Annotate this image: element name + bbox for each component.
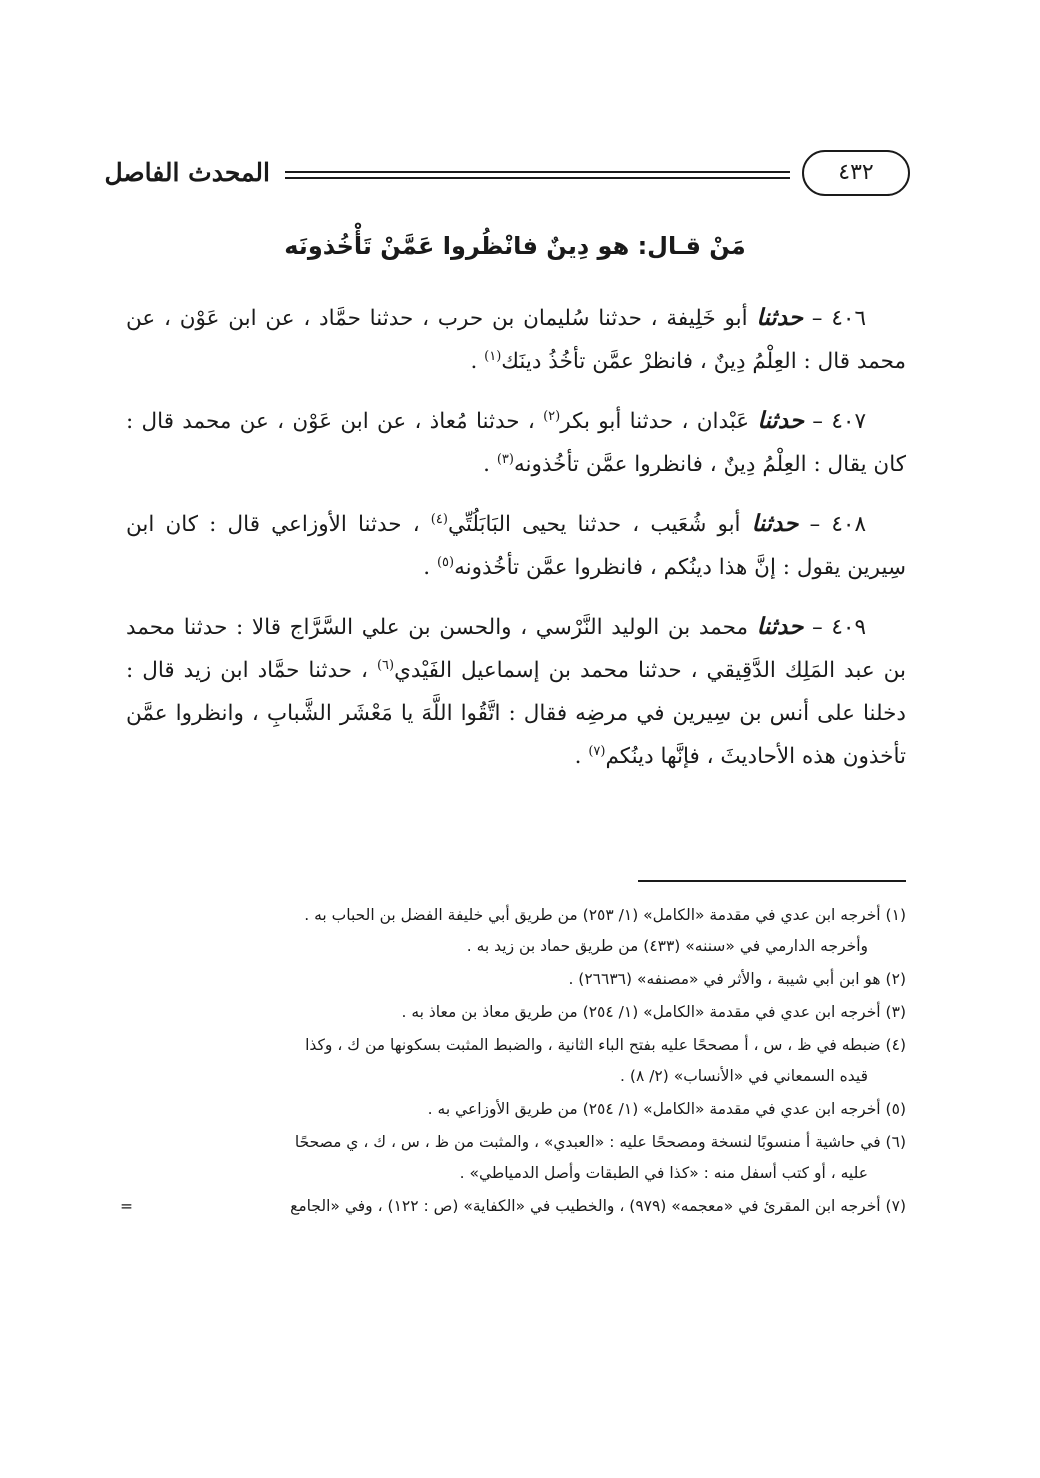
narration-end: .: [483, 452, 497, 477]
footnote-ref[interactable]: (١): [484, 348, 502, 364]
footnote-continuation: وأخرجه الدارمي في «سننه» (٤٣٣) من طريق حماد بن زيد به .: [466, 937, 868, 955]
footnote-5: [120, 1094, 906, 1125]
narration-number: ٤٠٦ –: [811, 306, 866, 331]
footnote-text: أخرجه ابن عدي في مقدمة «الكامل» (١/ ٢٥٣) من طريق أبي خليفة الفضل بن الحباب به .: [304, 906, 881, 924]
footnote-ref[interactable]: (٢): [543, 408, 561, 424]
section-title: مَنْ قـال: هو دِينٌ فانْظُروا عَمَّنْ تَأْخُذونَه: [284, 232, 746, 260]
narration-end: .: [574, 744, 589, 769]
footnote-label: (٢): [885, 970, 906, 988]
footnote-ref[interactable]: (٥): [436, 554, 455, 570]
footnote-6: [120, 1127, 906, 1189]
footnote-label: (١): [885, 906, 906, 924]
footnote-text: ضبطه في ظ ، س ، أ مصححًا عليه بفتح الباء الثانية ، والضبط المثبت بسكونها من ك ، وكذا: [305, 1036, 881, 1054]
footnote-label: (٤): [885, 1036, 906, 1054]
narration-text: ، حدثنا مُعاذ ، عن ابن عَوْن ، عن محمد قال : كان يقال : العِلْمُ دِينٌ ، فانظروا عمَّن تأخُذونه: [126, 409, 906, 477]
footnote-3: [120, 997, 906, 1028]
footnote-text: أخرجه ابن عدي في مقدمة «الكامل» (١/ ٢٥٤) من طريق معاذ بن معاذ به .: [401, 1003, 881, 1021]
footnote-continuation: عليه ، أو كتب أسفل منه : «كذا في الطبقات وأصل الدمياطي» .: [459, 1164, 868, 1182]
footnote-continuation: قيده السمعاني في «الأنساب» (٢/ ٨) .: [620, 1067, 868, 1085]
narration-text: ، حدثنا حمَّاد ابن زيد قال : دخلنا على أنس بن سِيرين في مرضِه فقال : اتَّقُوا اللَّهَ يا مَعْشَر الشَّبابِ ، وانظروا عمَّن تأخذون هذه الأحاديثَ ، فإنَّها دينُكم: [126, 658, 906, 769]
footnote-text: أخرجه ابن المقرئ في «معجمه» (٩٧٩) ، والخطيب في «الكفاية» (ص : ١٢٢) ، وفي «الجامع: [290, 1197, 881, 1215]
footnote-1: [120, 900, 906, 962]
footnote-2: [120, 964, 906, 995]
narration-409: [126, 605, 906, 778]
header-double-rule: [285, 171, 790, 179]
narration-text: أبو خَلِيفة ، حدثنا سُليمان بن حرب ، حدثنا حمَّاد ، عن ابن عَوْن ، عن محمد قال : العِلْمُ دِينٌ ، فانظرْ عمَّن تأخُذُ دينَك: [126, 306, 906, 374]
footnote-ref[interactable]: (٤): [430, 511, 448, 527]
narration-end: .: [423, 555, 437, 580]
footnote-label: (٧): [885, 1197, 906, 1215]
footnotes: [120, 900, 906, 1224]
narration-text: محمد بن الوليد النَّرْسي ، والحسن بن علي السَّرَّاج قالا : حدثنا محمد بن عبد المَلِك الدَّقِيقي ، حدثنا محمد بن إسماعيل الفَيْدي: [126, 615, 906, 683]
page-header: [104, 150, 910, 202]
footnote-7: [120, 1191, 906, 1222]
footnote-ref[interactable]: (٧): [588, 743, 606, 759]
footnote-label: (٣): [885, 1003, 906, 1021]
footnote-ref[interactable]: (٣): [496, 451, 514, 467]
page-number: ٤٣٢: [802, 150, 910, 196]
footnote-text: أخرجه ابن عدي في مقدمة «الكامل» (١/ ٢٥٤) من طريق الأوزاعي به .: [427, 1100, 881, 1118]
narration-text: ، حدثنا الأوزاعي قال : كان ابن سِيرين يقول : إنَّ هذا دينُكم ، فانظروا عمَّن تأخُذونه: [126, 512, 906, 580]
book-title: المحدث الفاصل: [104, 158, 270, 187]
narration-text: أبو شُعَيب ، حدثنا يحيى البَابَلُتِّي: [447, 512, 741, 537]
narration-408: [126, 502, 906, 589]
narration-number: ٤٠٩ –: [811, 615, 866, 640]
footnote-4: [120, 1030, 906, 1092]
haddathana-word: حدثنا: [756, 304, 803, 331]
haddathana-word: حدثنا: [751, 510, 799, 537]
footnote-label: (٥): [885, 1100, 906, 1118]
narration-406: [126, 296, 906, 383]
footnote-ref[interactable]: (٦): [376, 657, 395, 673]
footnote-body: [290, 1191, 906, 1222]
narration-number: ٤٠٧ –: [812, 409, 866, 434]
narration-text: عَبْدان ، حدثنا أبو بكر: [560, 409, 750, 434]
haddathana-word: حدثنا: [757, 407, 804, 434]
narration-407: [126, 399, 906, 486]
narration-number: ٤٠٨ –: [809, 512, 866, 537]
continuation-mark: =: [120, 1197, 133, 1215]
footnote-text: في حاشية أ منسوبًا لنسخة ومصححًا عليه : «العبدي» ، والمثبت من ظ ، س ، ك ، ي مصححًا: [294, 1133, 881, 1151]
footnote-text: هو ابن أبي شيبة ، والأثر في «مصنفه» (٢٦٦٣٦) .: [568, 970, 881, 988]
main-text: [126, 296, 906, 794]
footnote-separator: [638, 880, 906, 882]
footnote-label: (٦): [885, 1133, 906, 1151]
narration-end: .: [470, 349, 485, 374]
haddathana-word: حدثنا: [756, 613, 804, 640]
